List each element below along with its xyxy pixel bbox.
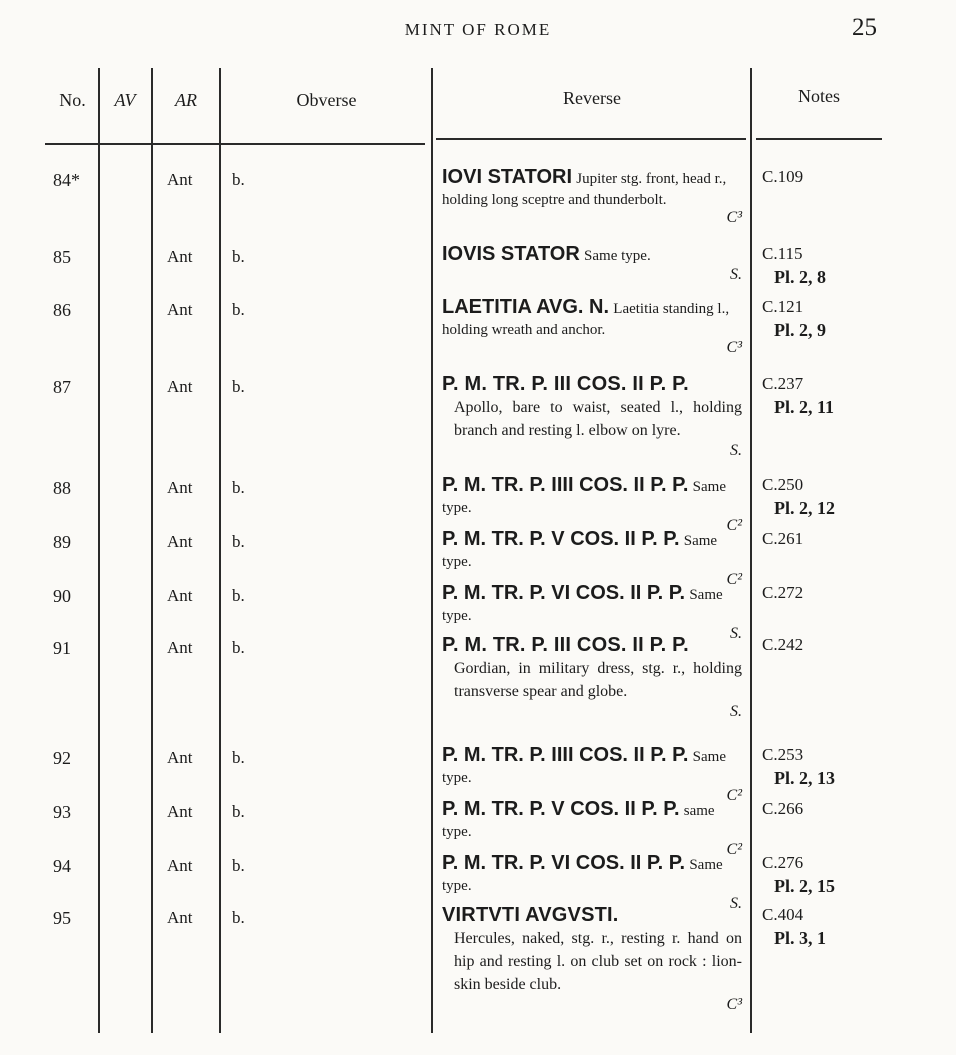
header-silver: AR <box>175 90 197 110</box>
reference: S. <box>730 895 742 912</box>
reverse-cell <box>442 634 742 721</box>
cohen-number: C.237 <box>762 374 804 393</box>
reverse-description: Same type. <box>442 749 726 786</box>
notes-cell <box>762 904 872 950</box>
obverse-type: b. <box>232 532 245 551</box>
coin-number: 88 <box>53 478 71 498</box>
cohen-number: C.272 <box>762 583 804 602</box>
obverse-type: b. <box>232 300 245 319</box>
reverse-legend: P. M. TR. P. VI COS. II P. P. <box>442 582 686 604</box>
reference: C³ <box>726 996 742 1013</box>
reverse-cell <box>442 798 742 859</box>
reverse-legend: P. M. TR. P. III COS. II P. P. <box>442 373 689 395</box>
reference: C² <box>726 571 742 588</box>
header-obverse: Obverse <box>296 90 357 110</box>
cohen-number: C.266 <box>762 799 804 818</box>
reference: C³ <box>726 209 742 226</box>
column-rule <box>750 68 752 1033</box>
reverse-description: Same type. <box>442 533 718 570</box>
reverse-description: Same type. <box>442 587 723 624</box>
notes-cell <box>762 634 872 656</box>
reverse-legend: LAETITIA AVG. N. <box>442 296 610 318</box>
plate-reference: Pl. 2, 9 <box>774 320 826 340</box>
plate-reference: Pl. 2, 13 <box>774 768 835 788</box>
reverse-description: Same type. <box>442 479 726 516</box>
reverse-cell <box>442 373 742 460</box>
cohen-number: C.250 <box>762 475 804 494</box>
notes-cell <box>762 582 872 604</box>
column-rule <box>431 68 433 1033</box>
page-number: 25 <box>852 14 877 41</box>
notes-cell <box>762 474 872 520</box>
obverse-type: b. <box>232 170 245 189</box>
notes-cell <box>762 528 872 550</box>
reverse-description: Jupiter stg. front, head r., holding long sceptre and thunderbolt. <box>442 171 727 208</box>
header-rule <box>436 138 746 140</box>
notes-cell <box>762 852 872 898</box>
cohen-number: C.261 <box>762 529 804 548</box>
notes-cell <box>762 798 872 820</box>
reference: C² <box>726 517 742 534</box>
reverse-description: Same type. <box>442 857 723 894</box>
reverse-cell <box>442 744 742 805</box>
coin-number: 93 <box>53 802 71 822</box>
plate-reference: Pl. 2, 12 <box>774 498 835 518</box>
cohen-number: C.276 <box>762 853 804 872</box>
coin-number: 94 <box>53 856 71 876</box>
reverse-cell <box>442 166 742 227</box>
notes-cell <box>762 243 872 289</box>
plate-reference: Pl. 2, 8 <box>774 267 826 287</box>
reverse-legend: P. M. TR. P. IIII COS. II P. P. <box>442 744 689 766</box>
reverse-description: Same type. <box>584 248 651 264</box>
obverse-type: b. <box>232 638 245 657</box>
obverse-type: b. <box>232 247 245 266</box>
reverse-description: same type. <box>442 803 715 840</box>
notes-cell <box>762 166 872 188</box>
denomination: Ant <box>167 748 193 767</box>
reverse-description: Hercules, naked, stg. r., resting r. hand on hip and resting l. on club set on rock : lion-skin beside club. <box>454 930 742 993</box>
header-gold: AV <box>114 90 136 110</box>
obverse-type: b. <box>232 908 245 927</box>
column-rule <box>219 68 221 1033</box>
header-no: No. <box>59 90 86 110</box>
reverse-legend: P. M. TR. P. VI COS. II P. P. <box>442 852 686 874</box>
cohen-number: C.253 <box>762 745 804 764</box>
coin-number: 90 <box>53 586 71 606</box>
denomination: Ant <box>167 532 193 551</box>
reverse-legend: IOVIS STATOR <box>442 243 580 265</box>
reverse-description: Laetitia standing l., holding wreath and anchor. <box>442 301 730 338</box>
reference: S. <box>730 266 742 283</box>
coin-number: 86 <box>53 300 71 320</box>
cohen-number: C.109 <box>762 167 804 186</box>
cohen-number: C.115 <box>762 244 803 263</box>
denomination: Ant <box>167 170 193 189</box>
reverse-legend: VIRTVTI AVGVSTI. <box>442 904 619 926</box>
reference: S. <box>730 442 742 459</box>
coin-number: 92 <box>53 748 71 768</box>
denomination: Ant <box>167 478 193 497</box>
reverse-description: Apollo, bare to waist, seated l., holding branch and resting l. elbow on lyre. <box>454 399 742 439</box>
header-rule <box>45 143 425 145</box>
denomination: Ant <box>167 247 193 266</box>
reverse-cell <box>442 296 742 357</box>
reverse-description: Gordian, in military dress, stg. r., holding transverse spear and globe. <box>454 660 742 700</box>
cohen-number: C.121 <box>762 297 804 316</box>
obverse-type: b. <box>232 748 245 767</box>
obverse-type: b. <box>232 377 245 396</box>
obverse-type: b. <box>232 478 245 497</box>
coin-number: 89 <box>53 532 71 552</box>
reference: S. <box>730 703 742 720</box>
coin-number: 84* <box>53 170 80 190</box>
header-rule <box>756 138 882 140</box>
reverse-legend: P. M. TR. P. V COS. II P. P. <box>442 528 680 550</box>
obverse-type: b. <box>232 586 245 605</box>
reverse-legend: P. M. TR. P. III COS. II P. P. <box>442 634 689 656</box>
plate-reference: Pl. 3, 1 <box>774 928 826 948</box>
notes-cell <box>762 744 872 790</box>
denomination: Ant <box>167 638 193 657</box>
reference: C³ <box>726 339 742 356</box>
reverse-legend: P. M. TR. P. V COS. II P. P. <box>442 798 680 820</box>
denomination: Ant <box>167 802 193 821</box>
denomination: Ant <box>167 300 193 319</box>
coin-number: 91 <box>53 638 71 658</box>
header-reverse: Reverse <box>563 88 621 108</box>
coin-number: 85 <box>53 247 71 267</box>
denomination: Ant <box>167 856 193 875</box>
obverse-type: b. <box>232 802 245 821</box>
reference: C² <box>726 841 742 858</box>
reverse-cell <box>442 243 742 284</box>
header-notes: Notes <box>798 86 840 106</box>
denomination: Ant <box>167 586 193 605</box>
notes-cell <box>762 373 872 419</box>
plate-reference: Pl. 2, 15 <box>774 876 835 896</box>
coin-number: 95 <box>53 908 71 928</box>
reverse-cell <box>442 904 742 1014</box>
running-title: MINT OF ROME <box>404 20 552 39</box>
denomination: Ant <box>167 908 193 927</box>
reverse-legend: P. M. TR. P. IIII COS. II P. P. <box>442 474 689 496</box>
cohen-number: C.404 <box>762 905 804 924</box>
column-rule <box>151 68 153 1033</box>
reverse-cell <box>442 474 742 535</box>
reference: C² <box>726 787 742 804</box>
notes-cell <box>762 296 872 342</box>
reverse-cell <box>442 528 742 589</box>
obverse-type: b. <box>232 856 245 875</box>
denomination: Ant <box>167 377 193 396</box>
cohen-number: C.242 <box>762 635 804 654</box>
plate-reference: Pl. 2, 11 <box>774 397 835 417</box>
coin-number: 87 <box>53 377 71 397</box>
column-rule <box>98 68 100 1033</box>
reverse-legend: IOVI STATORI <box>442 166 573 188</box>
reference: S. <box>730 625 742 642</box>
